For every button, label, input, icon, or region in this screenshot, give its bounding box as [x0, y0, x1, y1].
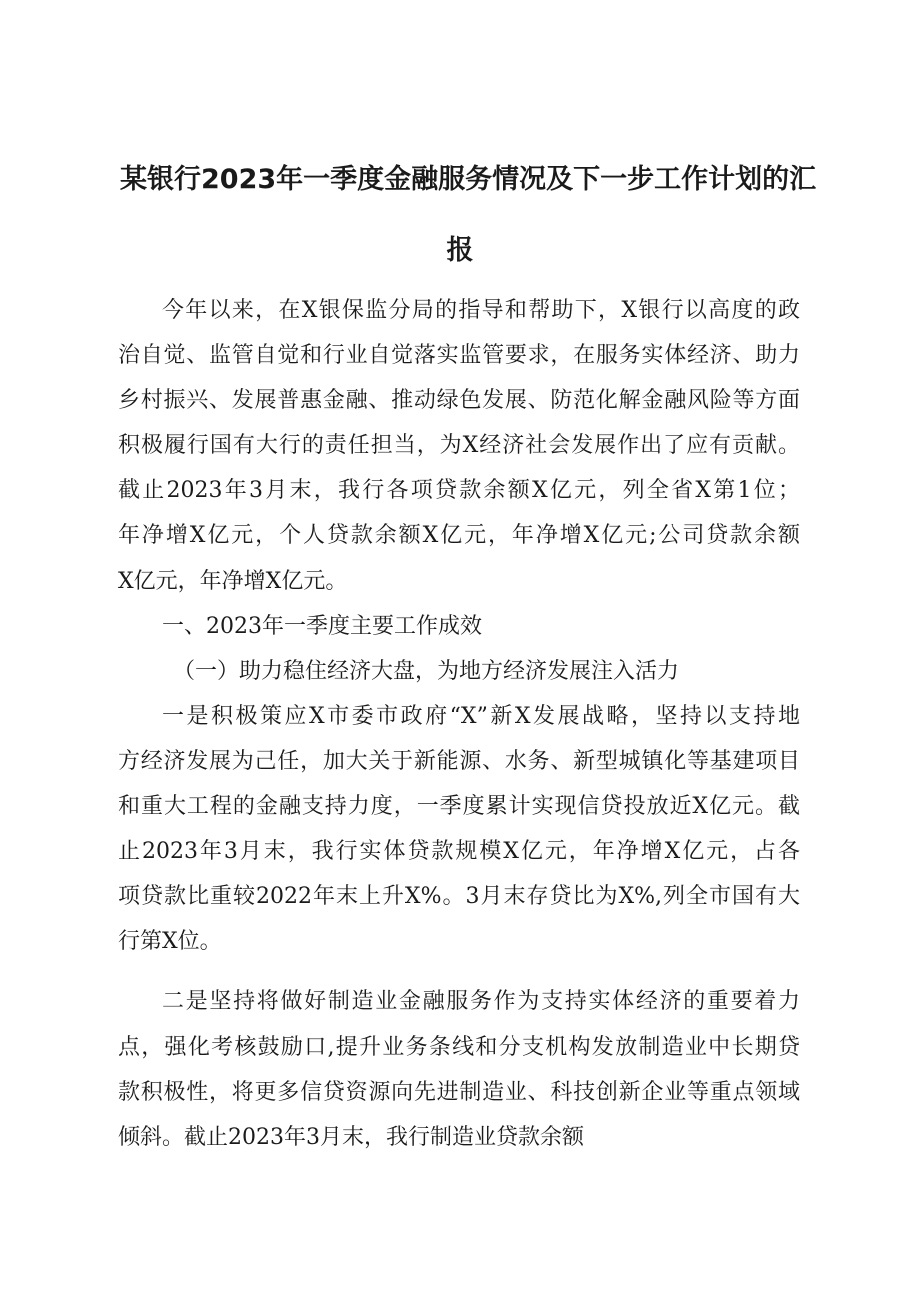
subsection-heading: （一）助力稳住经济大盘，为地方经济发展注入活力	[173, 658, 680, 684]
paragraph-line: 项贷款比重较2022年末上升X%。3月末存贷比为X%,列全市国有大	[118, 884, 800, 910]
document-body	[118, 288, 800, 1160]
paragraph-line: 一是积极策应X市委市政府“X”新X发展战略，坚持以支持地	[162, 703, 800, 729]
section-heading: 一、2023年一季度主要工作成效	[162, 613, 482, 639]
paragraph-line: X亿元，年净增X亿元。	[118, 568, 348, 594]
paragraph-line: 点，强化考核鼓励口,提升业务条线和分支机构发放制造业中长期贷	[118, 1034, 800, 1060]
document-title-line-1: 某银行2023年一季度金融服务情况及下一步工作计划的汇	[120, 164, 817, 195]
paragraph-line: 截止2023年3月末，我行各项贷款余额X亿元，列全省X第1位；	[118, 478, 800, 504]
paragraph-line: 乡村振兴、发展普惠金融、推动绿色发展、防范化解金融风险等方面	[118, 388, 800, 414]
paragraph-line: 行第X位。	[118, 929, 222, 955]
paragraph-line: 倾斜。截止2023年3月末，我行制造业贷款余额	[118, 1124, 584, 1150]
paragraph-line: 和重大工程的金融支持力度，一季度累计实现信贷投放近X亿元。截	[118, 794, 800, 820]
paragraph-line: 年净增X亿元，个人贷款余额X亿元，年净增X亿元;公司贷款余额	[118, 523, 800, 549]
paragraph-line: 止2023年3月末，我行实体贷款规模X亿元，年净增X亿元，占各	[118, 839, 800, 865]
paragraph-line: 治自觉、监管自觉和行业自觉落实监管要求，在服务实体经济、助力	[118, 343, 800, 369]
paragraph-line: 款积极性，将更多信贷资源向先进制造业、科技创新企业等重点领域	[118, 1079, 800, 1105]
paragraph-line: 二是坚持将做好制造业金融服务作为支持实体经济的重要着力	[162, 989, 800, 1015]
paragraph-line: 方经济发展为己任，加大关于新能源、水务、新型城镇化等基建项目	[118, 748, 800, 774]
paragraph-line: 今年以来，在X银保监分局的指导和帮助下，X银行以高度的政	[162, 298, 800, 323]
document-title-line-2: 报	[446, 235, 474, 266]
paragraph-line: 积极履行国有大行的责任担当，为X经济社会发展作出了应有贡献。	[118, 433, 800, 459]
